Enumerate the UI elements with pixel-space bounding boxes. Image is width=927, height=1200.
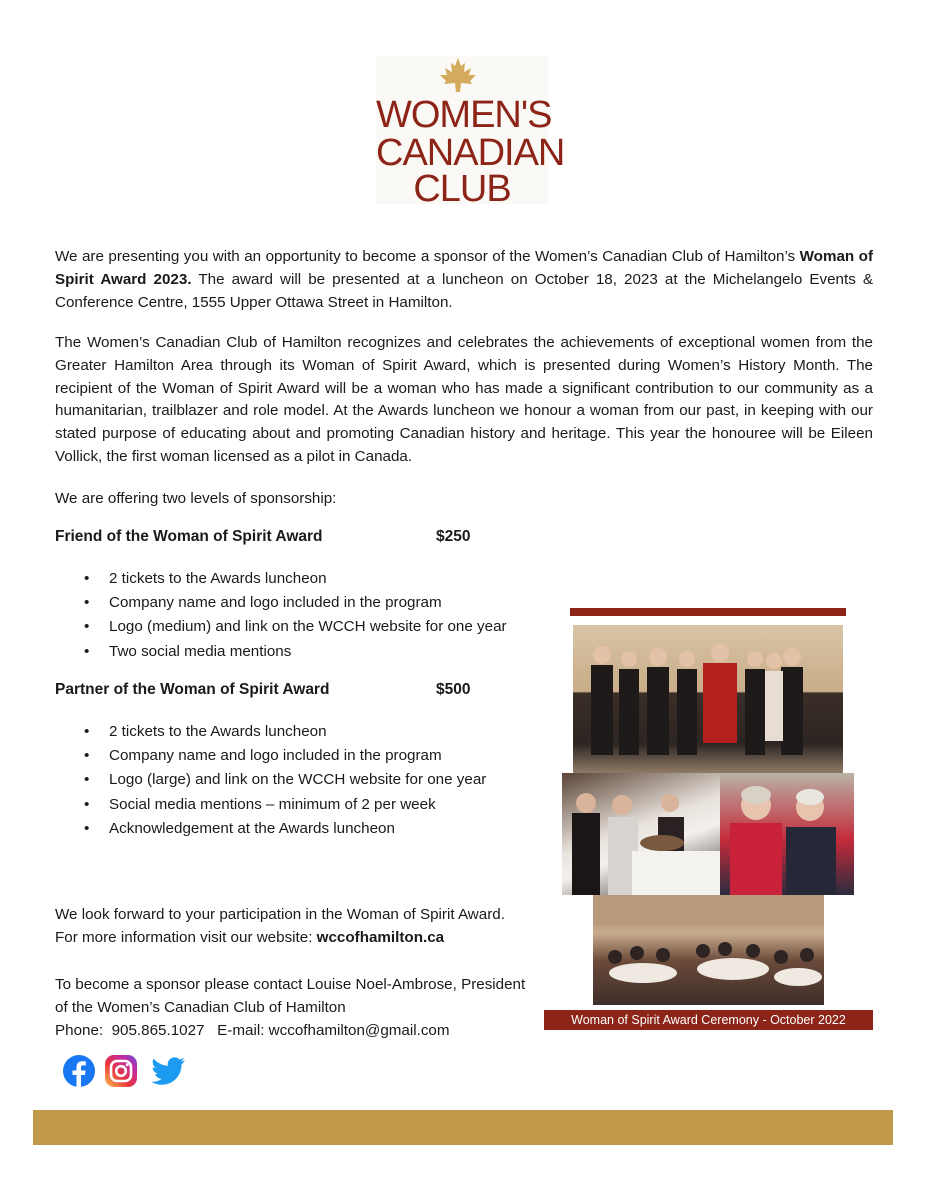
photo-top-bar <box>570 608 846 616</box>
list-item: • Social media mentions – minimum of 2 per week <box>55 793 486 817</box>
list-item: • Company name and logo included in the program <box>55 744 486 768</box>
list-item: • Logo (medium) and link on the WCCH website for one year <box>55 615 507 639</box>
contact-line: To become a sponsor please contact Louise Noel-Ambrose, President <box>55 976 526 993</box>
friend-level-title: Friend of the Woman of Spirit Award <box>55 528 323 545</box>
logo-line-club: CLUB <box>413 168 511 210</box>
friend-benefits-list <box>55 567 507 664</box>
website-link[interactable]: wccofhamilton.ca <box>316 929 445 947</box>
partner-benefits-list <box>55 720 486 841</box>
luncheon-photo-figures <box>593 895 824 1005</box>
table-photo <box>562 773 720 895</box>
website-line: For more information visit our website: wccofhamilton.ca <box>55 929 445 947</box>
honouree-photo-figures <box>720 773 854 895</box>
phone-number: 905.865.1027 <box>111 1022 205 1040</box>
closing-line: We look forward to your participation in the Woman of Spirit Award. <box>55 906 505 923</box>
luncheon-photo <box>593 895 824 1005</box>
contact-block <box>55 973 525 1043</box>
list-item: • 2 tickets to the Awards luncheon <box>55 567 507 591</box>
table-photo-figures <box>562 773 720 895</box>
award-name: Woman of Spirit Award 2023. <box>55 248 873 288</box>
group-photo <box>573 625 843 773</box>
photo-caption: Woman of Spirit Award Ceremony - October 2022 <box>544 1010 873 1030</box>
social-icons <box>62 1052 190 1090</box>
partner-level-title: Partner of the Woman of Spirit Award <box>55 681 330 698</box>
contact-line: of the Women’s Canadian Club of Hamilton <box>55 999 346 1017</box>
list-item: • Two social media mentions <box>55 640 507 664</box>
list-item: • Acknowledgement at the Awards luncheon <box>55 817 486 841</box>
intro-paragraph: We are presenting you with an opportunity to become a sponsor of the Women’s Canadian Club of Hamilton’s Woman of Spirit Award 2023. The award will be presented at a luncheon on October 18, 2023 at the Michelangelo Events & Conference Centre, 1555 Upper Ottawa Street in Hamilton. <box>55 248 873 311</box>
description-paragraph: The Women’s Canadian Club of Hamilton recognizes and celebrates the achievements of exceptional women from the Greater Hamilton Area through its Woman of Spirit Award, which is presented during Women’s History Month. The recipient of the Woman of Spirit Award will be a woman who has made a significant contribution to our community as a humanitarian, trailblazer and role model. At the Awards luncheon we honour a woman from our past, in keeping with our stated purpose of educating about and promoting Canadian history and heritage. This year the honouree will be Eileen Vollick, the first woman licensed as a pilot in Canada. <box>55 334 873 465</box>
email-link[interactable]: wccofhamilton@gmail.com <box>268 1022 450 1040</box>
facebook-icon[interactable] <box>62 1054 96 1088</box>
friend-level-price: $250 <box>436 528 471 545</box>
honouree-photo <box>720 773 854 895</box>
partner-level-price: $500 <box>436 681 471 698</box>
list-item: • Company name and logo included in the program <box>55 591 507 615</box>
logo-line-womens: WOMEN'S <box>376 94 552 136</box>
footer-bar <box>33 1110 893 1145</box>
phone-email-line: Phone: 905.865.1027 E-mail: wccofhamilton@gmail.com <box>55 1022 450 1040</box>
twitter-icon[interactable] <box>146 1053 190 1089</box>
club-logo <box>376 56 565 210</box>
instagram-icon[interactable] <box>104 1054 138 1088</box>
logo-line-canadian: CANADIAN <box>376 132 565 174</box>
list-item: • 2 tickets to the Awards luncheon <box>55 720 486 744</box>
maple-leaf-icon <box>436 56 480 96</box>
levels-intro: We are offering two levels of sponsorship: <box>55 490 337 507</box>
list-item: • Logo (large) and link on the WCCH website for one year <box>55 768 486 792</box>
group-photo-figures <box>573 625 843 773</box>
closing-block <box>55 903 505 949</box>
